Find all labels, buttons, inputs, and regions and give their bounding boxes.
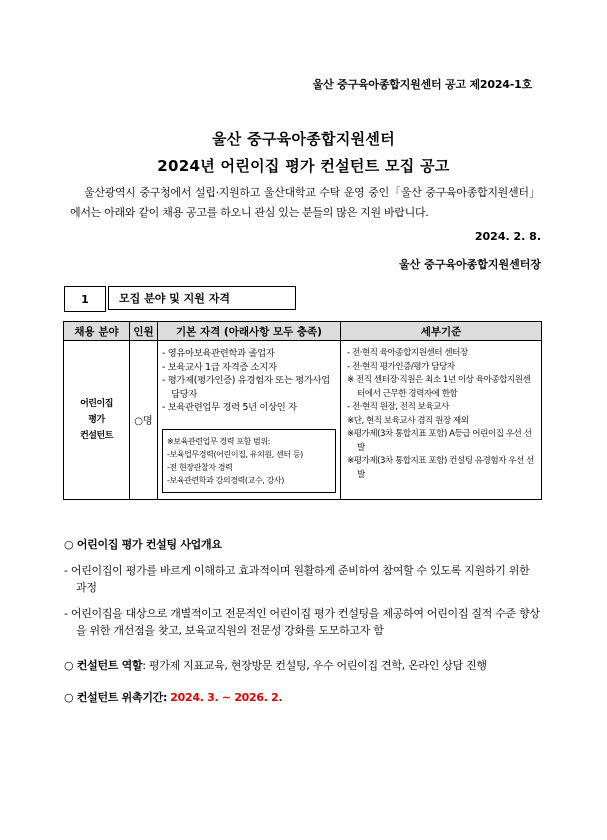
basic-cell <box>158 341 341 500</box>
list-item: -보육관련학과 강의경력(교수, 강사) <box>167 475 284 485</box>
recruit-table <box>63 321 542 500</box>
role-text: : 평가제 지표교육, 현장방문 컨설팅, 우수 어린이집 견학, 온라인 상담 진행 <box>142 659 487 672</box>
list-item: - 보육관련업무 경력 5년 이상인 자 <box>162 402 297 413</box>
header-details: 세부기준 <box>341 322 542 341</box>
list-item: ※평가제(3차 통합지표 포함) 컨설팅 유경험자 우선 선발 <box>347 456 534 480</box>
list-item: - 영유아보육관련학과 졸업자 <box>162 348 275 359</box>
role-label: ○ 컨설턴트 역할 <box>64 659 143 672</box>
consultant-role <box>64 657 487 673</box>
list-item: - 전·현직 원장, 전직 보육교사 <box>347 402 449 412</box>
intro-paragraph: 울산광역시 중구청에서 설립·지원하고 울산대학교 수탁 운영 중인「울산 중구육아종합지원센터」에서는 아래와 같이 채용 공고를 하오니 관심 있는 분들의 많은 지원 바랍니다. <box>70 186 540 219</box>
experience-scope-box <box>162 429 336 493</box>
list-item: - 보육교사 1급 자격증 소지자 <box>162 361 277 373</box>
list-item: - 평가제(평가인증) 유경험자 또는 평가사업담당자 <box>162 375 330 400</box>
page-title: 울산 중구육아종합지원센터 <box>211 130 395 148</box>
basic-list <box>162 347 336 415</box>
list-item: - 전·현직 평가인증/평가 담당자 <box>347 361 455 372</box>
list-item: - 어린이집을 대상으로 개별적이고 전문적인 어린이집 평가 컨설팅을 제공하여 어린이집 질적 수준 향상을 위한 개선점을 찾고, 보육교직원의 전문성 강화를 도모하고자 함 <box>64 607 540 637</box>
list-item: - 어린이집이 평가를 바르게 이해하고 효과적이며 원활하게 준비하여 참여할 수 있도록 지원하기 위한 과정 <box>64 564 530 594</box>
list-item: ※단, 현직 보육교사 겸직 원장 제외 <box>347 415 469 426</box>
notice-date: 2024. 2. 8. <box>474 230 541 243</box>
header-basic: 기본 자격 (아래사항 모두 충족) <box>158 322 341 341</box>
notice-number: 울산 중구육아종합지원센터 공고 제2024-1호 <box>312 78 532 91</box>
list-item: - 전·현직 육아종합지원센터 센터장 <box>347 348 468 358</box>
field-line: 어린이집 <box>80 398 113 409</box>
header-field: 채용 분야 <box>64 322 130 341</box>
list-item: -보육업무경력(어린이집, 유치원, 센터 등) <box>167 449 303 459</box>
term-label: ○ 컨설턴트 위촉기간: <box>64 691 168 704</box>
overview-heading: ○ 어린이집 평가 컨설팅 사업개요 <box>64 538 222 551</box>
term-value: 2024. 3. ~ 2026. 2. <box>170 691 283 704</box>
section-title: 모집 분야 및 지원 자격 <box>108 286 296 310</box>
header-count: 인원 <box>130 322 158 341</box>
section-number: 1 <box>64 286 106 312</box>
field-line: 컨설턴트 <box>80 430 113 441</box>
page-subtitle: 2024년 어린이집 평가 컨설턴트 모집 공고 <box>157 157 450 175</box>
list-item: ※ 전직 센터장·직원은 최소 1년 이상 육아종합지원센터에서 근무한 경력자에 한함 <box>347 375 531 399</box>
table-header-row <box>64 322 542 341</box>
overview-body <box>64 562 541 648</box>
consultant-term <box>64 689 282 705</box>
experience-scope-title: ※보육관련업무 경력 포함 범위: <box>167 436 270 446</box>
issuer: 울산 중구육아종합지원센터장 <box>399 258 541 271</box>
details-cell <box>341 341 542 500</box>
list-item: ※평가제(3차 통합지표 포함) A등급 어린이집 우선 선발 <box>347 429 532 453</box>
list-item: -전 현장관찰자 경력 <box>167 462 233 472</box>
details-list <box>347 347 535 482</box>
field-cell <box>64 341 130 500</box>
field-line: 평가 <box>88 414 105 425</box>
count-cell: ○명 <box>130 341 158 500</box>
table-row <box>64 341 542 500</box>
